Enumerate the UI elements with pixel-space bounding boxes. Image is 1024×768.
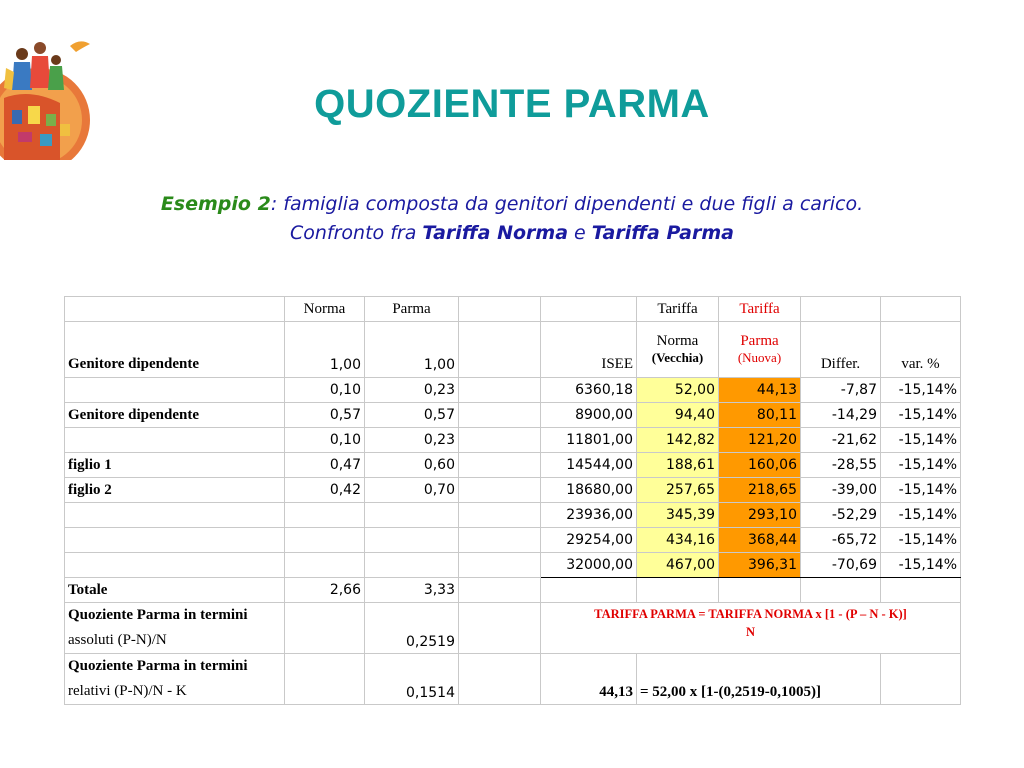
difference-value: -65,72 bbox=[801, 528, 881, 553]
table-row bbox=[65, 553, 961, 578]
totale-row bbox=[65, 578, 961, 603]
norma-value: 1,00 bbox=[285, 322, 365, 378]
example-label: Esempio 2 bbox=[160, 193, 271, 215]
row-label: Genitore dipendente bbox=[65, 403, 285, 428]
variation-value: -15,14% bbox=[881, 553, 961, 578]
relativi-value: 0,1514 bbox=[365, 654, 459, 705]
difference-value: -70,69 bbox=[801, 553, 881, 578]
family-description: famiglia composta da genitori dipendenti e due figli a carico. bbox=[277, 193, 864, 215]
parma-label: Parma bbox=[740, 333, 779, 349]
empty-cell bbox=[459, 603, 541, 654]
empty-cell bbox=[365, 553, 459, 578]
parma-value: 0,60 bbox=[365, 453, 459, 478]
empty-cell bbox=[459, 403, 541, 428]
compare-text: Confronto fra bbox=[290, 222, 423, 244]
row-label: Genitore dipendente bbox=[65, 322, 285, 378]
difference-value: -14,29 bbox=[801, 403, 881, 428]
col-header-tariffa-parma: Tariffa bbox=[719, 297, 801, 322]
empty-cell bbox=[881, 578, 961, 603]
empty-cell bbox=[719, 578, 801, 603]
norma-value: 0,10 bbox=[285, 378, 365, 403]
norma-value: 0,47 bbox=[285, 453, 365, 478]
nuova-label: (Nuova) bbox=[737, 350, 782, 365]
empty-cell bbox=[65, 528, 285, 553]
parma-value: 0,23 bbox=[365, 378, 459, 403]
relativi-label bbox=[65, 654, 285, 705]
empty-cell bbox=[365, 503, 459, 528]
col-header-parma-nuova bbox=[719, 322, 801, 378]
tariffa-parma-text: Tariffa Parma bbox=[591, 222, 734, 244]
tariffa-norma-value: 52,00 bbox=[637, 378, 719, 403]
col-header-isee: ISEE bbox=[541, 322, 637, 378]
example-description bbox=[40, 190, 984, 248]
empty-cell bbox=[285, 603, 365, 654]
tariffa-norma-value: 188,61 bbox=[637, 453, 719, 478]
totale-label: Totale bbox=[65, 578, 285, 603]
tariffa-norma-value: 94,40 bbox=[637, 403, 719, 428]
formula-line-2: N bbox=[745, 625, 756, 639]
empty-cell bbox=[459, 297, 541, 322]
row-label: figlio 1 bbox=[65, 453, 285, 478]
empty-cell bbox=[541, 578, 637, 603]
assoluti-label bbox=[65, 603, 285, 654]
empty-cell bbox=[459, 322, 541, 378]
empty-cell bbox=[881, 654, 961, 705]
row-label bbox=[65, 428, 285, 453]
empty-cell bbox=[459, 478, 541, 503]
empty-cell bbox=[285, 553, 365, 578]
row-label bbox=[65, 378, 285, 403]
variation-value: -15,14% bbox=[881, 453, 961, 478]
table-row bbox=[65, 478, 961, 503]
difference-value: -21,62 bbox=[801, 428, 881, 453]
empty-cell bbox=[881, 297, 961, 322]
header-row-2 bbox=[65, 322, 961, 378]
empty-cell bbox=[459, 378, 541, 403]
parma-value: 1,00 bbox=[365, 322, 459, 378]
relativi-row bbox=[65, 654, 961, 705]
empty-cell bbox=[637, 578, 719, 603]
isee-value: 32000,00 bbox=[541, 553, 637, 578]
parma-value: 0,57 bbox=[365, 403, 459, 428]
tariffa-norma-value: 257,65 bbox=[637, 478, 719, 503]
empty-cell bbox=[459, 654, 541, 705]
empty-cell bbox=[541, 297, 637, 322]
difference-value: -28,55 bbox=[801, 453, 881, 478]
empty-cell bbox=[459, 503, 541, 528]
norma-label: Norma bbox=[656, 333, 699, 349]
empty-cell bbox=[285, 528, 365, 553]
vecchia-label: (Vecchia) bbox=[651, 350, 704, 365]
empty-cell bbox=[65, 503, 285, 528]
tariffa-parma-value: 121,20 bbox=[719, 428, 801, 453]
relativi-label-line-2: relativi (P-N)/N - K bbox=[68, 683, 187, 699]
col-header-parma: Parma bbox=[365, 297, 459, 322]
col-header-tariffa-norma: Tariffa bbox=[637, 297, 719, 322]
variation-value: -15,14% bbox=[881, 403, 961, 428]
empty-cell bbox=[459, 528, 541, 553]
tariffa-norma-text: Tariffa Norma bbox=[422, 222, 569, 244]
comparison-table bbox=[64, 296, 961, 705]
table-row bbox=[65, 378, 961, 403]
col-header-differ: Differ. bbox=[801, 322, 881, 378]
empty-cell bbox=[285, 654, 365, 705]
table-row bbox=[65, 453, 961, 478]
assoluti-row bbox=[65, 603, 961, 654]
empty-cell bbox=[459, 578, 541, 603]
variation-value: -15,14% bbox=[881, 378, 961, 403]
subtitle-line-2 bbox=[40, 219, 984, 248]
empty-cell bbox=[459, 453, 541, 478]
empty-cell bbox=[459, 428, 541, 453]
empty-cell bbox=[65, 297, 285, 322]
tariffa-parma-value: 44,13 bbox=[719, 378, 801, 403]
isee-value: 8900,00 bbox=[541, 403, 637, 428]
tariffa-norma-value: 434,16 bbox=[637, 528, 719, 553]
table-row bbox=[65, 503, 961, 528]
result-expression: = 52,00 x [1-(0,2519-0,1005)] bbox=[637, 654, 881, 705]
assoluti-value: 0,2519 bbox=[365, 603, 459, 654]
subtitle-line-1 bbox=[40, 190, 984, 219]
tariffa-parma-value: 80,11 bbox=[719, 403, 801, 428]
tariffa-norma-value: 345,39 bbox=[637, 503, 719, 528]
empty-cell bbox=[459, 553, 541, 578]
and-text: e bbox=[568, 222, 592, 244]
tariffa-parma-value: 396,31 bbox=[719, 553, 801, 578]
tariffa-norma-value: 142,82 bbox=[637, 428, 719, 453]
header-row-1 bbox=[65, 297, 961, 322]
variation-value: -15,14% bbox=[881, 428, 961, 453]
tariffa-norma-value: 467,00 bbox=[637, 553, 719, 578]
parma-value: 0,23 bbox=[365, 428, 459, 453]
isee-value: 6360,18 bbox=[541, 378, 637, 403]
result-value: 44,13 bbox=[541, 654, 637, 705]
col-header-var: var. % bbox=[881, 322, 961, 378]
assoluti-label-line-2: assoluti (P-N)/N bbox=[68, 632, 167, 648]
col-header-norma-vecchia bbox=[637, 322, 719, 378]
isee-value: 18680,00 bbox=[541, 478, 637, 503]
variation-value: -15,14% bbox=[881, 503, 961, 528]
totale-norma: 2,66 bbox=[285, 578, 365, 603]
formula-cell bbox=[541, 603, 961, 654]
table-row bbox=[65, 403, 961, 428]
empty-cell bbox=[65, 553, 285, 578]
tariffa-parma-value: 368,44 bbox=[719, 528, 801, 553]
difference-value: -52,29 bbox=[801, 503, 881, 528]
page-title: QUOZIENTE PARMA bbox=[314, 82, 710, 126]
difference-value: -39,00 bbox=[801, 478, 881, 503]
tariffa-parma-value: 218,65 bbox=[719, 478, 801, 503]
norma-value: 0,57 bbox=[285, 403, 365, 428]
isee-value: 29254,00 bbox=[541, 528, 637, 553]
isee-value: 11801,00 bbox=[541, 428, 637, 453]
tariffa-parma-value: 293,10 bbox=[719, 503, 801, 528]
totale-parma: 3,33 bbox=[365, 578, 459, 603]
col-header-norma: Norma bbox=[285, 297, 365, 322]
empty-cell bbox=[285, 503, 365, 528]
formula-line-1: TARIFFA PARMA = TARIFFA NORMA x [1 - (P – N - K)] bbox=[594, 607, 907, 621]
norma-value: 0,42 bbox=[285, 478, 365, 503]
assoluti-label-line-1: Quoziente Parma in termini bbox=[68, 607, 248, 623]
row-label: figlio 2 bbox=[65, 478, 285, 503]
isee-value: 14544,00 bbox=[541, 453, 637, 478]
table-row bbox=[65, 428, 961, 453]
isee-value: 23936,00 bbox=[541, 503, 637, 528]
tariffa-parma-value: 160,06 bbox=[719, 453, 801, 478]
empty-cell bbox=[801, 578, 881, 603]
parma-value: 0,70 bbox=[365, 478, 459, 503]
table-row bbox=[65, 528, 961, 553]
difference-value: -7,87 bbox=[801, 378, 881, 403]
variation-value: -15,14% bbox=[881, 528, 961, 553]
relativi-label-line-1: Quoziente Parma in termini bbox=[68, 658, 248, 674]
empty-cell bbox=[801, 297, 881, 322]
norma-value: 0,10 bbox=[285, 428, 365, 453]
empty-cell bbox=[365, 528, 459, 553]
variation-value: -15,14% bbox=[881, 478, 961, 503]
example-colon: : bbox=[270, 193, 278, 215]
